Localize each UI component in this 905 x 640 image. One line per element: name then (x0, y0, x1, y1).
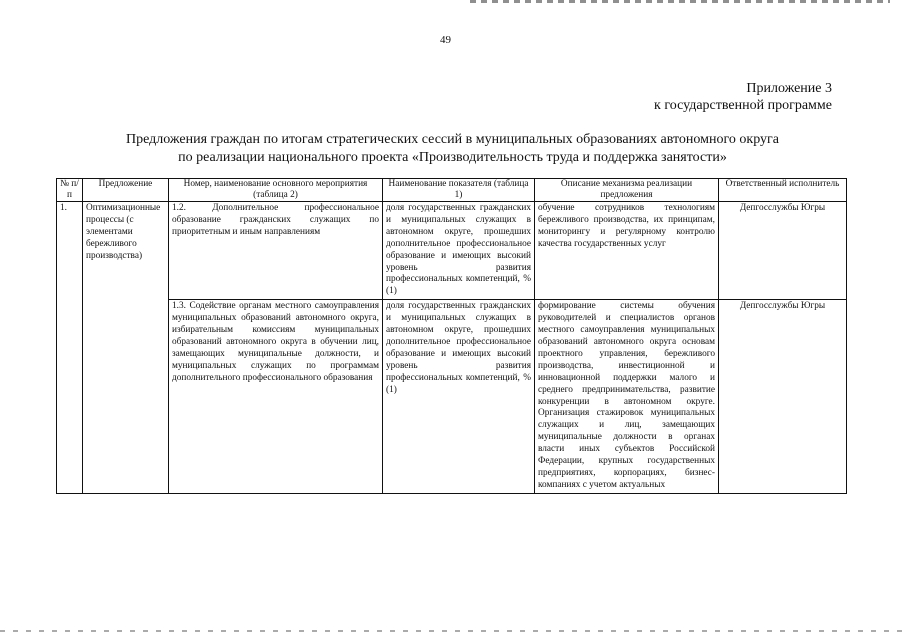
cell-indicator: доля государственных гражданских и муниципальных служащих в автономном округе, прошедших дополнительное профессиональное образование и имеющих высокий уровень развития профессиональных компетенций, % (1) (383, 300, 535, 494)
page-number: 49 (440, 34, 451, 46)
header-mechanism: Описание механизма реализации предложения (535, 179, 719, 202)
cell-indicator: доля государственных гражданских и муниципальных служащих в автономном округе, прошедших дополнительное профессиональное образование и имеющих высокий уровень развития профессиональных компетенций, % (1) (383, 202, 535, 300)
proposals-table (56, 178, 847, 494)
table-header-row (57, 179, 847, 202)
appendix-line-2: к государственной программе (654, 98, 832, 113)
table-row (57, 202, 847, 300)
cell-num: 1. (57, 202, 83, 494)
document-title (60, 131, 845, 167)
cell-mechanism: обучение сотрудников технологиям бережливого производства, их принципам, мониторингу и регулярному контролю качества государственных услуг (535, 202, 719, 300)
header-indicator: Наименование показателя (таблица 1) (383, 179, 535, 202)
cell-mechanism: формирование системы обучения руководителей и специалистов органов местного самоуправления муниципальных образований автономного округа основам проектного управления, бережливого производства, инвестиционной и инновационной поддержки малого и среднего предпринимательства, развитие конкуренции в автономном округе. Организация стажировок муниципальных служащих и лиц, замещающих муниципальные должности в органах власти иных субъектов Российской Федерации, крупных государственных предприятиях, корпорациях, бизнес-компаниях с учетом актуальных (535, 300, 719, 494)
scan-edge-bottom (0, 630, 905, 632)
header-measure: Номер, наименование основного мероприятия (таблица 2) (169, 179, 383, 202)
header-proposal: Предложение (83, 179, 169, 202)
cell-measure: 1.3. Содействие органам местного самоуправления муниципальных образований автономного округа, избирательным комиссиям муниципальных образований автономного округа в обучении лиц, замещающих муниципальные должности, и муниципальных служащих по программам дополнительного профессионального образования (169, 300, 383, 494)
title-line-1: Предложения граждан по итогам стратегических сессий в муниципальных образованиях автономного округа (126, 132, 779, 147)
appendix-line-1: Приложение 3 (746, 81, 832, 96)
cell-proposal: Оптимизационные процессы (с элементами бережливого производства) (83, 202, 169, 494)
header-executor: Ответственный исполнитель (719, 179, 847, 202)
table-row (57, 300, 847, 494)
cell-executor: Депгосслужбы Югры (719, 202, 847, 300)
header-num: № п/п (57, 179, 83, 202)
cell-executor: Депгосслужбы Югры (719, 300, 847, 494)
appendix-caption (654, 80, 832, 114)
title-line-2: по реализации национального проекта «Производительность труда и поддержка занятости» (178, 150, 727, 165)
cell-measure: 1.2. Дополнительное профессиональное образование гражданских служащих по приоритетным и иным направлениям (169, 202, 383, 300)
scan-edge-top (470, 0, 890, 3)
